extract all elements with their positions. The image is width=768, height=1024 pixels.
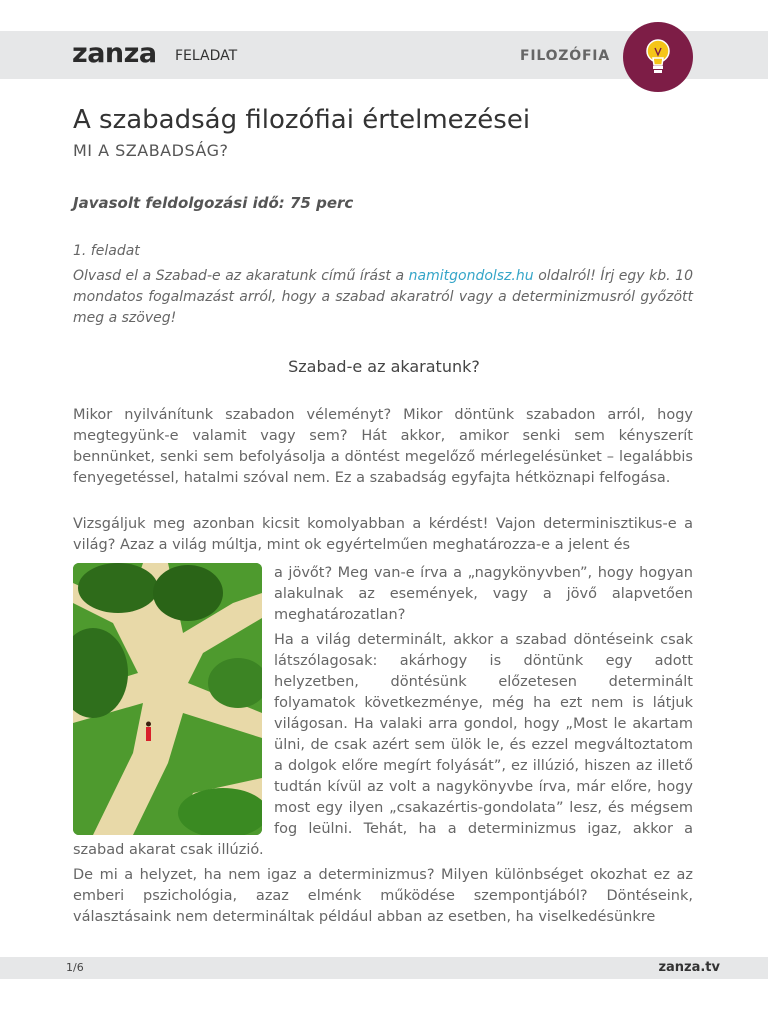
lightbulb-icon — [623, 22, 693, 92]
forest-path-image — [73, 563, 262, 835]
illustrated-section — [73, 563, 693, 932]
suggested-time: Javasolt feldolgozási idő: 75 perc — [73, 194, 354, 212]
task-label: 1. feladat — [73, 243, 140, 259]
task-text-start: Olvasd el a Szabad-e az akaratunk című írást a — [73, 268, 409, 284]
footer-logo[interactable]: zanza.tv — [658, 960, 720, 975]
paragraph-1: Mikor nyilvánítunk szabadon véleményt? Mikor döntünk szabadon arról, hogy megtegyünk-e valamit vagy sem? Hát akkor, amikor senki sem kényszerít bennünket, senki sem befolyásolja a döntést megelőző mérlegelésünket – legalábbis fenyegetéssel, hatalmi szóval nem. Ez a szabadság egyfajta hétköznapi felfogása. — [73, 407, 693, 486]
paragraph-2: Vizsgáljuk meg azonban kicsit komolyabban a kérdést! Vajon determinisztikus-e a világ? Azaz a világ múltja, mint ok egyértelműen meghatározza-e a jelent és — [73, 516, 693, 553]
task-text-end: oldalról! Írj egy kb. 10 mondatos fogalmazást arról, hogy a szabad akaratról vagy a determinizmusról győzött meg a szöveg! — [73, 268, 693, 326]
page-title: A szabadság filozófiai értelmezései — [73, 105, 531, 135]
paragraph-4: De mi a helyzet, ha nem igaz a determinizmus? Milyen különbséget okozhat ez az emberi pszichológia, azaz elménk működése szempontjából? Döntéseink, választásaink nem determináltak például abban az esetben, ha viselkedésünkre — [73, 867, 693, 925]
task-instructions — [73, 266, 693, 329]
header-bar — [0, 31, 768, 79]
essay-title: Szabad-e az akaratunk? — [288, 357, 480, 376]
paragraph-2-continued: a jövőt? Meg van-e írva a „nagykönyvben”, hogy hogyan alakulnak az események, vagy a jövő alapvetően meghatározatlan? — [274, 565, 693, 623]
footer-bar — [0, 957, 768, 979]
zanza-logo[interactable]: zanza — [72, 38, 157, 69]
source-link[interactable]: namitgondolsz.hu — [408, 268, 534, 284]
subject-label: FILOZÓFIA — [520, 48, 610, 64]
page-subtitle: MI A SZABADSÁG? — [73, 141, 229, 160]
header-label: FELADAT — [175, 48, 238, 64]
paragraph-3: Ha a világ determinált, akkor a szabad döntéseink csak látszólagosak: akárhogy is döntünk egy adott helyzetben, döntésünk előzetesen determinált folyamatok következménye, még ha ezt nem is látjuk világosan. Ha valaki arra gondol, hogy „Most le akartam ülni, de csak azért sem ülök le, és ezzel megváltoztatom a dolgok előre megírt folyását”, ez illúzió, hiszen az illető tudtán kívül az volt a nagykönyvbe írva, már előre, hogy most egy ilyen „csakazértis-gondolata” lesz, és mégsem fog leülni. Tehát, ha a determinizmus igaz, akkor a szabad akarat csak illúzió. — [73, 632, 693, 858]
path-photo — [73, 563, 262, 835]
page-number: 1/6 — [66, 961, 84, 974]
subject-badge — [623, 22, 693, 92]
